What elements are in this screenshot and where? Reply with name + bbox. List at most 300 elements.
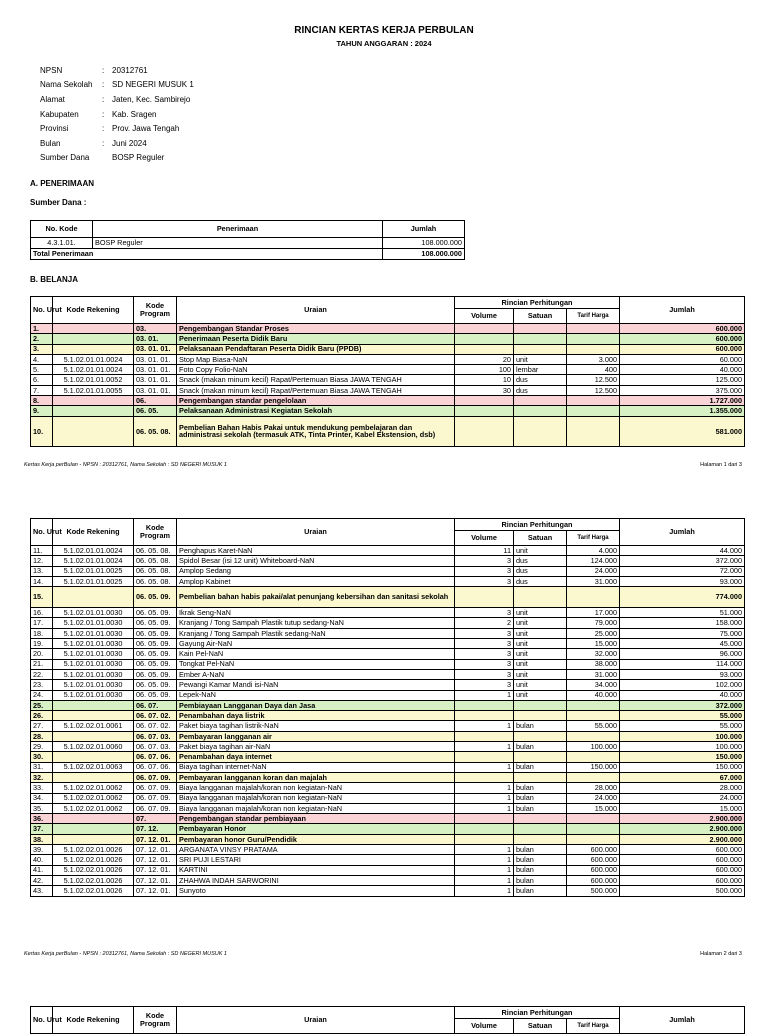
cell-tarif: 15.000 (567, 639, 620, 649)
cell-satuan: bulan (514, 845, 567, 855)
cell-tarif: 31.000 (567, 576, 620, 586)
cell-no-urut: 5. (31, 365, 53, 375)
group-row (31, 587, 745, 608)
cell-jumlah: 102.000 (620, 680, 745, 690)
cell-kode-program: 07. 12. 01. (134, 845, 177, 855)
cell-kode-program: 06. 07. 02. (134, 711, 177, 721)
cell-satuan: unit (514, 690, 567, 700)
cell-kode-program: 06. 07. (134, 700, 177, 710)
cell-satuan (514, 334, 567, 344)
cell-no-urut: 14. (31, 576, 53, 586)
page-title: RINCIAN KERTAS KERJA PERBULAN (294, 25, 474, 36)
cell-no-urut: 29. (31, 742, 53, 752)
cell-kode-program: 06. (134, 396, 177, 406)
cell-tarif: 25.000 (567, 628, 620, 638)
identity-row (40, 136, 194, 151)
cell-uraian: Pelaksanaan Administrasi Kegiatan Sekolah (177, 406, 455, 416)
cell-uraian: SRI PUJI LESTARI (177, 855, 455, 865)
cell-kode-rekening: 5.1.02.02.01.0062 (53, 793, 134, 803)
cell-tarif (567, 824, 620, 834)
identity-row (40, 78, 194, 93)
total-label: Total Penerimaan (31, 249, 383, 260)
cell-volume: 3 (455, 659, 514, 669)
cell-satuan: bulan (514, 865, 567, 875)
cell-uraian: Amplop Kabinet (177, 576, 455, 586)
cell-tarif: 600.000 (567, 865, 620, 875)
cell-kode-rekening: 5.1.02.01.01.0025 (53, 566, 134, 576)
col-header-kode-program: Kode Program (134, 297, 177, 324)
page-subtitle: TAHUN ANGGARAN : 2024 (336, 39, 432, 48)
table-row (31, 639, 745, 649)
cell-kode-rekening (53, 416, 134, 447)
cell-satuan: unit (514, 618, 567, 628)
cell-kode-program: 03. 01. 01. (134, 354, 177, 364)
cell-no-urut: 31. (31, 762, 53, 772)
cell-satuan (514, 406, 567, 416)
cell-no-urut: 41. (31, 865, 53, 875)
table-row (31, 783, 745, 793)
cell-satuan (514, 396, 567, 406)
cell-kode-program: 06. 05. 08. (134, 546, 177, 556)
table-row (31, 803, 745, 813)
cell-satuan: dus (514, 556, 567, 566)
cell-tarif (567, 814, 620, 824)
cell-jumlah: 375.000 (620, 385, 745, 395)
cell-volume: 1 (455, 845, 514, 855)
identity-row (40, 151, 194, 166)
footer-page-number: Halaman 1 dari 3 (700, 462, 742, 468)
cell-jumlah: 2.900.000 (620, 824, 745, 834)
cell-jumlah: 55.000 (620, 721, 745, 731)
cell-no-urut: 33. (31, 783, 53, 793)
cell-jumlah: 158.000 (620, 618, 745, 628)
belanja-table-page-2 (30, 518, 745, 897)
col-header-uraian: Uraian (177, 519, 455, 546)
cell-uraian: Pembayaran langganan koran dan majalah (177, 772, 455, 782)
cell-satuan: unit (514, 639, 567, 649)
cell-tarif: 600.000 (567, 875, 620, 885)
cell-kode-rekening: 5.1.02.01.01.0030 (53, 618, 134, 628)
table-row (31, 354, 745, 364)
cell-no-urut: 3. (31, 344, 53, 354)
cell-tarif (567, 772, 620, 782)
cell-kode-rekening: 5.1.02.02.01.0063 (53, 762, 134, 772)
cell-uraian: Gayung Air-NaN (177, 639, 455, 649)
cell-volume: 1 (455, 742, 514, 752)
cell-tarif: 124.000 (567, 556, 620, 566)
cell-uraian: Pengembangan Standar Proses (177, 324, 455, 334)
cell-satuan (514, 416, 567, 447)
identity-label: Bulan (40, 138, 61, 148)
cell-kode-rekening: 5.1.02.02.01.0026 (53, 875, 134, 885)
cell-jumlah: 774.000 (620, 587, 745, 608)
cell-uraian: Pewangi Kamar Mandi isi-NaN (177, 680, 455, 690)
table-row (31, 375, 745, 385)
cell-kode-program: 06. 05. 08. (134, 566, 177, 576)
cell-volume (455, 824, 514, 834)
cell-satuan: bulan (514, 762, 567, 772)
cell-uraian: Kain Pel-NaN (177, 649, 455, 659)
cell-kode-rekening (53, 772, 134, 782)
cell-no-urut: 17. (31, 618, 53, 628)
cell-jumlah: 600.000 (620, 875, 745, 885)
page-footer-2 (24, 951, 742, 957)
cell-kode-rekening (53, 587, 134, 608)
cell-satuan: unit (514, 680, 567, 690)
cell-kode-program: 03. (134, 324, 177, 334)
col-header-jumlah: Jumlah (620, 297, 745, 324)
col-header-uraian: Uraian (177, 297, 455, 324)
cell-satuan: dus (514, 375, 567, 385)
cell-no-urut: 20. (31, 649, 53, 659)
table-row (31, 365, 745, 375)
belanja-body-page-1 (31, 324, 745, 447)
cell-jumlah: 108.000.000 (383, 238, 465, 249)
cell-no-urut: 30. (31, 752, 53, 762)
cell-satuan: bulan (514, 783, 567, 793)
col-header-satuan: Satuan (514, 1019, 567, 1034)
table-row (31, 855, 745, 865)
cell-volume (455, 772, 514, 782)
table-row (31, 886, 745, 896)
cell-no-urut: 16. (31, 608, 53, 618)
table-row (31, 385, 745, 395)
table-row (31, 566, 745, 576)
cell-tarif: 500.000 (567, 886, 620, 896)
table-row (31, 556, 745, 566)
cell-kode-rekening: 5.1.02.01.01.0030 (53, 639, 134, 649)
col-header-volume: Volume (455, 309, 514, 324)
cell-jumlah: 67.000 (620, 772, 745, 782)
cell-volume (455, 334, 514, 344)
cell-jumlah: 1.355.000 (620, 406, 745, 416)
cell-satuan: unit (514, 669, 567, 679)
cell-satuan: unit (514, 608, 567, 618)
cell-kode-rekening: 5.1.02.01.01.0030 (53, 690, 134, 700)
cell-satuan (514, 731, 567, 741)
cell-kode-rekening: 5.1.02.01.01.0030 (53, 608, 134, 618)
table-row (31, 238, 465, 249)
cell-volume: 1 (455, 886, 514, 896)
col-header-kode-rekening: Kode Rekening (53, 1007, 134, 1034)
cell-no-urut: 34. (31, 793, 53, 803)
cell-kode-program: 06. 07. 02. (134, 721, 177, 731)
cell-jumlah: 100.000 (620, 731, 745, 741)
cell-tarif (567, 587, 620, 608)
cell-satuan: lembar (514, 365, 567, 375)
cell-jumlah: 93.000 (620, 669, 745, 679)
col-header-volume: Volume (455, 1019, 514, 1034)
cell-kode-rekening: 5.1.02.01.01.0024 (53, 365, 134, 375)
cell-tarif: 28.000 (567, 783, 620, 793)
cell-uraian: Amplop Sedang (177, 566, 455, 576)
cell-kode-rekening: 5.1.02.01.01.0030 (53, 680, 134, 690)
cell-kode-program: 03. 01. 01. (134, 375, 177, 385)
cell-uraian: Penambahan daya listrik (177, 711, 455, 721)
group-row (31, 324, 745, 334)
cell-no-urut: 21. (31, 659, 53, 669)
col-header-no-kode: No. Kode (31, 221, 93, 238)
cell-volume (455, 324, 514, 334)
cell-volume: 1 (455, 875, 514, 885)
cell-volume (455, 416, 514, 447)
group-row (31, 824, 745, 834)
cell-tarif (567, 834, 620, 844)
cell-kode-rekening: 5.1.02.01.01.0030 (53, 628, 134, 638)
cell-satuan (514, 587, 567, 608)
cell-satuan: bulan (514, 875, 567, 885)
cell-kode-rekening (53, 344, 134, 354)
group-row (31, 834, 745, 844)
identity-colon: : (102, 109, 105, 119)
table-row (31, 659, 745, 669)
cell-no-urut: 2. (31, 334, 53, 344)
cell-kode-program: 06. 05. 08. (134, 576, 177, 586)
cell-volume (455, 587, 514, 608)
group-row (31, 731, 745, 741)
table-row (31, 669, 745, 679)
cell-tarif: 600.000 (567, 845, 620, 855)
cell-volume: 1 (455, 865, 514, 875)
cell-uraian: Pembelian bahan habis pakai/alat penunjang kebersihan dan sanitasi sekolah (177, 587, 455, 608)
cell-uraian: Kranjang / Tong Sampah Plastik sedang-NaN (177, 628, 455, 638)
cell-satuan: unit (514, 354, 567, 364)
cell-kode-rekening: 5.1.02.01.01.0055 (53, 385, 134, 395)
cell-no-urut: 32. (31, 772, 53, 782)
cell-no-urut: 26. (31, 711, 53, 721)
cell-kode-program: 06. 05. 09. (134, 639, 177, 649)
cell-volume: 3 (455, 669, 514, 679)
cell-uraian: Biaya langganan majalah/koran non kegiatan-NaN (177, 793, 455, 803)
cell-no-urut: 22. (31, 669, 53, 679)
col-header-jumlah: Jumlah (383, 221, 465, 238)
cell-volume: 1 (455, 803, 514, 813)
cell-volume: 3 (455, 576, 514, 586)
cell-kode: 4.3.1.01. (31, 238, 93, 249)
cell-uraian: Penambahan daya internet (177, 752, 455, 762)
cell-no-urut: 40. (31, 855, 53, 865)
col-header-kode-program: Kode Program (134, 1007, 177, 1034)
cell-satuan (514, 344, 567, 354)
cell-jumlah: 600.000 (620, 845, 745, 855)
cell-no-urut: 36. (31, 814, 53, 824)
belanja-body-page-2 (31, 546, 745, 897)
cell-no-urut: 15. (31, 587, 53, 608)
cell-jumlah: 96.000 (620, 649, 745, 659)
col-header-satuan: Satuan (514, 309, 567, 324)
cell-kode-rekening: 5.1.02.01.01.0030 (53, 669, 134, 679)
cell-volume: 2 (455, 618, 514, 628)
cell-volume (455, 396, 514, 406)
identity-colon: : (102, 94, 105, 104)
cell-uraian: Snack (makan minum kecil) Rapat/Pertemuan Biasa JAWA TENGAH (177, 385, 455, 395)
identity-label: Alamat (40, 94, 65, 104)
cell-kode-program: 07. 12. 01. (134, 865, 177, 875)
cell-uraian: Penerimaan Peserta Didik Baru (177, 334, 455, 344)
cell-kode-rekening: 5.1.02.02.01.0061 (53, 721, 134, 731)
cell-kode-rekening: 5.1.02.02.01.0062 (53, 783, 134, 793)
table-row (31, 762, 745, 772)
cell-satuan (514, 824, 567, 834)
col-header-volume: Volume (455, 531, 514, 546)
cell-jumlah: 24.000 (620, 793, 745, 803)
cell-kode-program: 06. 05. 09. (134, 680, 177, 690)
identity-label: Sumber Dana (40, 153, 90, 163)
cell-kode-program: 03. 01. 01. (134, 385, 177, 395)
cell-tarif: 55.000 (567, 721, 620, 731)
cell-satuan: unit (514, 659, 567, 669)
cell-no-urut: 24. (31, 690, 53, 700)
cell-tarif (567, 731, 620, 741)
cell-uraian: Pembayaran Honor (177, 824, 455, 834)
cell-uraian: Paket biaya tagihan listrik-NaN (177, 721, 455, 731)
cell-tarif: 24.000 (567, 566, 620, 576)
cell-uraian: Pelaksanaan Pendaftaran Peserta Didik Baru (PPDB) (177, 344, 455, 354)
cell-jumlah: 75.000 (620, 628, 745, 638)
cell-kode-rekening: 5.1.02.02.01.0060 (53, 742, 134, 752)
cell-volume: 20 (455, 354, 514, 364)
cell-volume: 3 (455, 680, 514, 690)
group-row (31, 344, 745, 354)
cell-uraian: KARTINI (177, 865, 455, 875)
cell-tarif: 3.000 (567, 354, 620, 364)
cell-jumlah: 1.727.000 (620, 396, 745, 406)
cell-volume: 3 (455, 608, 514, 618)
cell-uraian: Biaya langganan majalah/koran non kegiatan-NaN (177, 803, 455, 813)
cell-no-urut: 19. (31, 639, 53, 649)
section-belanja-title: B. BELANJA (30, 275, 79, 284)
cell-kode-rekening: 5.1.02.02.01.0026 (53, 855, 134, 865)
cell-uraian: Biaya tagihan internet-NaN (177, 762, 455, 772)
cell-jumlah: 150.000 (620, 752, 745, 762)
group-row (31, 814, 745, 824)
cell-tarif: 400 (567, 365, 620, 375)
cell-uraian: ZHAHWA INDAH SARWORINI (177, 875, 455, 885)
cell-volume: 3 (455, 556, 514, 566)
cell-no-urut: 4. (31, 354, 53, 364)
cell-uraian: Pembayaran honor Guru/Pendidik (177, 834, 455, 844)
table-row (31, 865, 745, 875)
footer-doc-info: Kertas Kerja perBulan - NPSN : 20312761, Nama Sekolah : SD NEGERI MUSUK 1 (24, 951, 227, 957)
table-row (31, 845, 745, 855)
cell-jumlah: 60.000 (620, 354, 745, 364)
cell-uraian: Ember A-NaN (177, 669, 455, 679)
table-row (31, 576, 745, 586)
total-row (31, 249, 465, 260)
cell-uraian: ARGANATA VINSY PRATAMA (177, 845, 455, 855)
cell-uraian: Pengembangan standar pembiayaan (177, 814, 455, 824)
cell-uraian: Paket biaya tagihan air-NaN (177, 742, 455, 752)
cell-jumlah: 372.000 (620, 556, 745, 566)
col-header-no-urut: No. Urut (31, 297, 53, 324)
cell-volume (455, 344, 514, 354)
cell-tarif (567, 711, 620, 721)
belanja-table-page-1 (30, 296, 745, 447)
cell-volume (455, 700, 514, 710)
cell-uraian: Biaya langganan majalah/koran non kegiatan-NaN (177, 783, 455, 793)
cell-satuan: unit (514, 546, 567, 556)
cell-tarif: 40.000 (567, 690, 620, 700)
cell-kode-rekening (53, 711, 134, 721)
footer-doc-info: Kertas Kerja perBulan - NPSN : 20312761, Nama Sekolah : SD NEGERI MUSUK 1 (24, 462, 227, 468)
cell-uraian: Lepek-NaN (177, 690, 455, 700)
cell-no-urut: 35. (31, 803, 53, 813)
col-header-kode-rekening: Kode Rekening (53, 519, 134, 546)
group-row (31, 772, 745, 782)
col-header-rincian: Rincian Perhitungan (455, 519, 620, 531)
cell-satuan: unit (514, 628, 567, 638)
cell-jumlah: 15.000 (620, 803, 745, 813)
cell-jumlah: 100.000 (620, 742, 745, 752)
cell-jumlah: 125.000 (620, 375, 745, 385)
table-row (31, 546, 745, 556)
cell-volume: 1 (455, 855, 514, 865)
cell-jumlah: 72.000 (620, 566, 745, 576)
cell-kode-rekening: 5.1.02.01.01.0024 (53, 354, 134, 364)
cell-satuan: bulan (514, 886, 567, 896)
cell-uraian: Snack (makan minum kecil) Rapat/Pertemuan Biasa JAWA TENGAH (177, 375, 455, 385)
cell-kode-rekening (53, 752, 134, 762)
cell-kode-rekening (53, 406, 134, 416)
cell-satuan: bulan (514, 721, 567, 731)
cell-uraian: Ikrak Seng-NaN (177, 608, 455, 618)
cell-no-urut: 42. (31, 875, 53, 885)
cell-kode-rekening (53, 324, 134, 334)
group-row (31, 416, 745, 447)
cell-tarif (567, 416, 620, 447)
table-row (31, 721, 745, 731)
cell-jumlah: 600.000 (620, 344, 745, 354)
cell-kode-program: 06. 05. (134, 406, 177, 416)
identity-value: SD NEGERI MUSUK 1 (112, 80, 194, 90)
cell-uraian: Pembelian Bahan Habis Pakai untuk mendukung pembelajaran dan administrasi sekolah (termasuk ATK, Tinta Printer, Kabel Ekstension, dsb) (177, 416, 455, 447)
cell-tarif (567, 752, 620, 762)
cell-jumlah: 40.000 (620, 690, 745, 700)
table-row (31, 680, 745, 690)
cell-no-urut: 1. (31, 324, 53, 334)
cell-volume: 11 (455, 546, 514, 556)
cell-jumlah: 114.000 (620, 659, 745, 669)
cell-kode-program: 06. 05. 09. (134, 618, 177, 628)
cell-volume: 1 (455, 783, 514, 793)
cell-uraian: Kranjang / Tong Sampah Plastik tutup sedang-NaN (177, 618, 455, 628)
cell-kode-rekening (53, 824, 134, 834)
col-header-kode-program: Kode Program (134, 519, 177, 546)
cell-no-urut: 43. (31, 886, 53, 896)
identity-colon: : (102, 65, 105, 75)
group-row (31, 752, 745, 762)
cell-jumlah: 28.000 (620, 783, 745, 793)
cell-kode-rekening: 5.1.02.01.01.0052 (53, 375, 134, 385)
school-identity (40, 63, 194, 165)
cell-kode-rekening: 5.1.02.02.01.0062 (53, 803, 134, 813)
cell-no-urut: 11. (31, 546, 53, 556)
cell-kode-rekening: 5.1.02.01.01.0024 (53, 556, 134, 566)
table-row (31, 628, 745, 638)
cell-uraian: Pembiayaan Langganan Daya dan Jasa (177, 700, 455, 710)
col-header-tarif: Tarif Harga (567, 531, 620, 546)
cell-kode-rekening: 5.1.02.01.01.0024 (53, 546, 134, 556)
identity-value: Prov. Jawa Tengah (112, 124, 180, 134)
group-row (31, 700, 745, 710)
page-footer-1 (24, 462, 742, 468)
cell-tarif (567, 324, 620, 334)
identity-value: Jaten, Kec. Sambirejo (112, 94, 191, 104)
cell-uraian: Stop Map Biasa-NaN (177, 354, 455, 364)
cell-volume: 30 (455, 385, 514, 395)
cell-jumlah: 600.000 (620, 865, 745, 875)
cell-uraian: Tongkat Pel-NaN (177, 659, 455, 669)
